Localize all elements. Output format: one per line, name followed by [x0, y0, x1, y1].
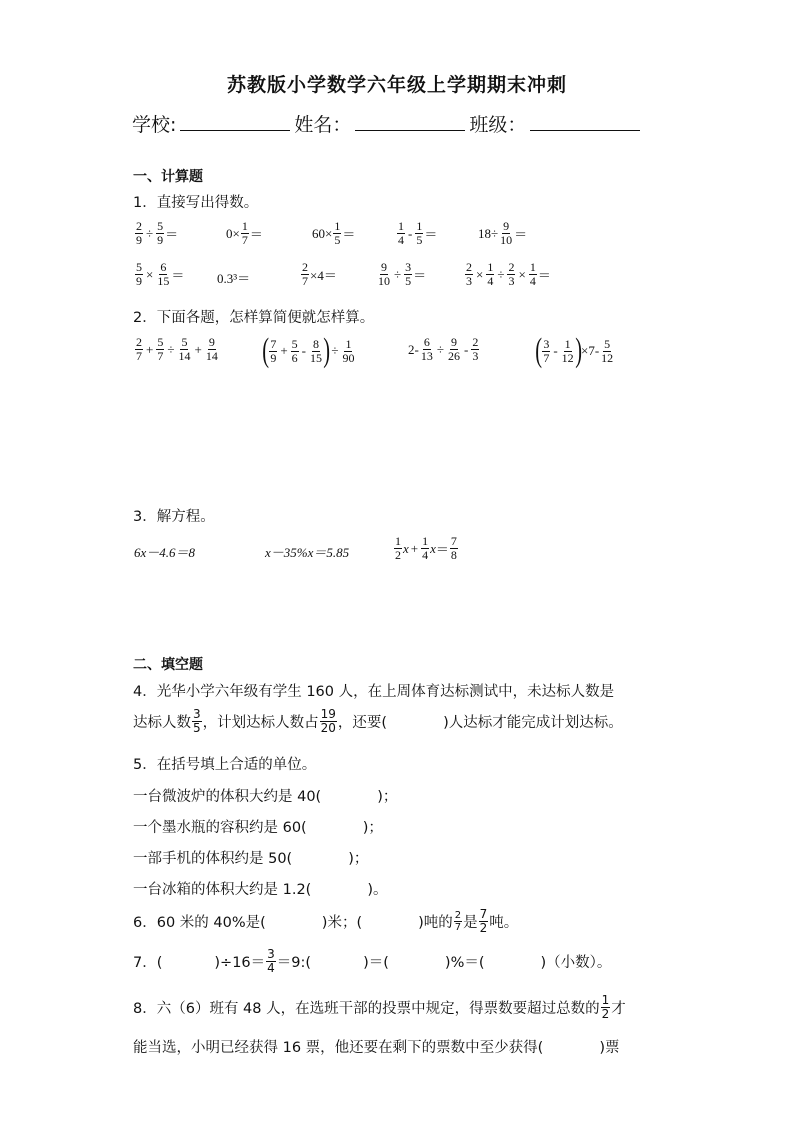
- fraction: $\frac{5}{6}$: [291, 336, 298, 365]
- fraction: $\frac{2}{3}$: [466, 260, 472, 288]
- equation-c: $\frac{1}{2}$ x + $\frac{1}{4}$ x ＝ $\frac{7}{8}$: [395, 534, 457, 562]
- fraction: $\frac{5}{12}$: [601, 336, 614, 365]
- question-5: 5．在括号填上合适的单位。: [133, 757, 317, 773]
- calc-2c: $\frac{2}{7}$ ×4＝: [302, 260, 337, 288]
- fraction: $\frac{1}{12}$: [561, 336, 574, 365]
- fraction: $\frac{1}{90}$: [342, 336, 355, 365]
- fraction: $\frac{1}{4}$: [422, 534, 429, 562]
- fraction: $\frac{9}{26}$: [447, 335, 460, 363]
- section-calc-title: 一、计算题: [133, 169, 203, 185]
- simplify-c: 2- $\frac{6}{13}$ ÷ $\frac{9}{26}$ - $\frac{2}{3}$: [408, 335, 479, 363]
- question-3: 3．解方程。: [133, 509, 215, 525]
- fraction: $\frac{19}{20}$: [320, 707, 336, 735]
- calc-2d: $\frac{9}{10}$ ÷ $\frac{3}{5}$ ＝: [378, 260, 427, 288]
- fraction: $\frac{3}{5}$: [193, 707, 201, 735]
- class-label: 班级：: [469, 114, 527, 136]
- calc-1d: $\frac{1}{4}$ - $\frac{1}{5}$ ＝: [398, 219, 438, 247]
- question-5b: 一个墨水瓶的容积约是 60( )；: [133, 820, 383, 836]
- fraction: $\frac{1}{5}$: [334, 219, 341, 247]
- calc-1e: 18÷ $\frac{9}{10}$ ＝: [478, 219, 528, 247]
- question-5a: 一台微波炉的体积大约是 40( )；: [133, 789, 398, 805]
- question-6: 6．60 米的 40%是( )米；( )吨的 $\frac{2}{7}$ 是 $\frac{7}{2}$ 吨。: [133, 907, 519, 935]
- simplify-d: ( $\frac{3}{7}$ - $\frac{1}{12}$ ) ×7- $\frac{5}{12}$: [535, 332, 614, 369]
- question-7: 7．( )÷16＝ $\frac{3}{4}$ ＝9:( )＝( )%＝( )（小数）。: [133, 947, 612, 975]
- fraction: $\frac{9}{14}$: [205, 335, 218, 363]
- question-1: 1．直接写出得数。: [133, 195, 259, 211]
- fraction: $\frac{7}{8}$: [450, 534, 457, 562]
- calc-1b: 0× $\frac{1}{7}$ ＝: [226, 219, 263, 247]
- fraction: $\frac{2}{3}$: [508, 260, 515, 288]
- fraction: $\frac{8}{15}$: [310, 336, 323, 365]
- fraction: $\frac{3}{5}$: [405, 260, 412, 288]
- section-fill-title: 二、填空题: [133, 657, 203, 673]
- simplify-a: $\frac{2}{7}$ + $\frac{5}{7}$ ÷ $\frac{5}{14}$ + $\frac{9}{14}$: [136, 335, 218, 363]
- left-paren: (: [262, 332, 270, 369]
- simplify-b: ( $\frac{7}{9}$ + $\frac{5}{6}$ - $\frac{8}{15}$ ) ÷ $\frac{1}{90}$: [262, 332, 355, 369]
- fraction: $\frac{9}{10}$: [500, 219, 513, 247]
- left-paren: (: [535, 332, 543, 369]
- fraction: $\frac{1}{7}$: [241, 219, 248, 247]
- fraction: $\frac{3}{4}$: [267, 947, 275, 975]
- fraction: $\frac{7}{2}$: [479, 907, 488, 935]
- calc-1a: $\frac{2}{9}$ ÷ $\frac{5}{9}$ ＝: [136, 219, 179, 247]
- fraction: $\frac{5}{7}$: [157, 335, 164, 363]
- fraction: $\frac{1}{4}$: [487, 260, 494, 288]
- fraction: $\frac{6}{13}$: [420, 335, 433, 363]
- school-label: 学校:: [132, 114, 177, 136]
- class-blank[interactable]: [530, 112, 640, 131]
- question-8-line2: 能当选，小明已经获得 16 票，他还要在剩下的票数中至少获得( )票: [133, 1040, 620, 1056]
- fraction: $\frac{3}{7}$: [543, 336, 550, 365]
- fraction: $\frac{5}{14}$: [178, 335, 191, 363]
- name-blank[interactable]: [355, 112, 465, 131]
- question-4-line1: 4．光华小学六年级有学生 160 人，在上周体育达标测试中，未达标人数是: [133, 684, 615, 700]
- fraction: $\frac{6}{15}$: [157, 260, 170, 288]
- calc-1c: 60× $\frac{1}{5}$ ＝: [312, 219, 356, 247]
- fraction: $\frac{7}{9}$: [270, 336, 277, 365]
- question-4-line2: 达标人数 $\frac{3}{5}$ ，计划达标人数占 $\frac{19}{20}$ ，还要( )人达标才能完成计划达标。: [133, 707, 623, 735]
- fraction: $\frac{5}{9}$: [157, 219, 164, 247]
- fraction: $\frac{2}{7}$: [136, 335, 142, 363]
- calc-2b: 0.3³＝: [217, 271, 251, 286]
- right-paren: ): [323, 332, 331, 369]
- fraction: $\frac{1}{2}$: [601, 993, 610, 1021]
- fraction: $\frac{1}{5}$: [416, 219, 423, 247]
- question-5c: 一部手机的体积约是 50( )；: [133, 851, 369, 867]
- name-label: 姓名：: [294, 114, 352, 136]
- question-8-line1: 8．六（6）班有 48 人，在选班干部的投票中规定，得票数要超过总数的 $\frac{1}{2}$ 才: [133, 993, 626, 1021]
- fraction: $\frac{1}{2}$: [395, 534, 401, 562]
- equation-b: x－35%x＝5.85: [265, 545, 350, 560]
- fraction: $\frac{5}{9}$: [136, 260, 142, 288]
- student-info-line: [132, 110, 644, 137]
- fraction: $\frac{2}{3}$: [472, 335, 479, 363]
- calc-2e: $\frac{2}{3}$ × $\frac{1}{4}$ ÷ $\frac{2}{3}$ × $\frac{1}{4}$ ＝: [466, 260, 551, 288]
- page-title: 苏教版小学数学六年级上学期期末冲刺: [226, 74, 567, 96]
- question-5d: 一台冰箱的体积大约是 1.2( )。: [133, 882, 388, 898]
- fraction: $\frac{2}{9}$: [136, 219, 142, 247]
- right-paren: ): [574, 332, 582, 369]
- school-blank[interactable]: [180, 112, 290, 131]
- fraction: $\frac{2}{7}$: [454, 910, 462, 933]
- fraction: $\frac{1}{4}$: [529, 260, 536, 288]
- fraction: $\frac{2}{7}$: [302, 260, 308, 288]
- equation-a: 6x－4.6＝8: [134, 545, 196, 560]
- calc-2a: $\frac{5}{9}$ × $\frac{6}{15}$ ＝: [136, 260, 185, 288]
- fraction: $\frac{1}{4}$: [398, 219, 404, 247]
- question-2: 2．下面各题，怎样算简便就怎样算。: [133, 310, 375, 326]
- fraction: $\frac{9}{10}$: [378, 260, 390, 288]
